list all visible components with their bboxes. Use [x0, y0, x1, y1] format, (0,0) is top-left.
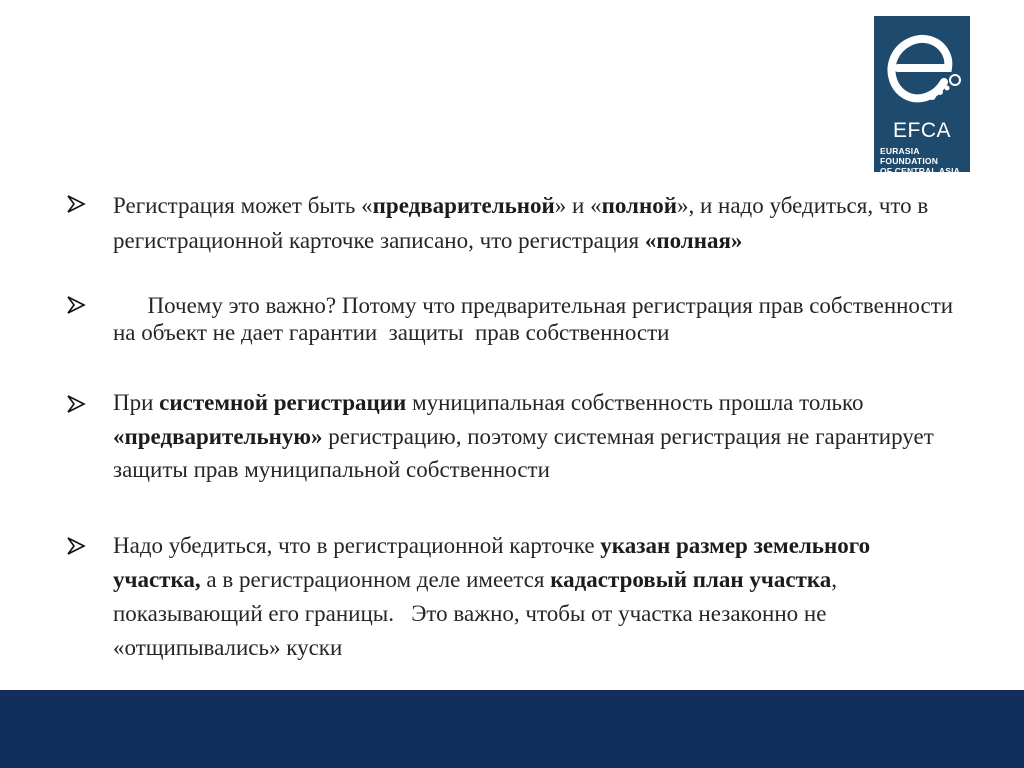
footer-band — [0, 690, 1024, 768]
bold-phrase: предварительной — [372, 193, 555, 218]
arrow-bullet-icon — [66, 296, 86, 314]
bullet-text: Почему это важно? Потому что предварительная регистрация прав собственности на объект не дает гарантии защиты прав собственности — [113, 293, 959, 345]
logo-tagline — [880, 146, 968, 176]
arrow-bullet-icon — [66, 395, 86, 413]
bullet-text: Регистрация может быть «предварительной» и «полной», и надо убедиться, что в регистрационной карточке записано, что регистрация «полная» — [113, 193, 929, 253]
logo-tagline-line2: OF CENTRAL ASIA — [880, 166, 960, 176]
bold-phrase: «полная» — [644, 228, 743, 253]
logo-tagline-line1: EURASIA FOUNDATION — [880, 146, 939, 166]
efca-logo — [874, 16, 970, 176]
bullet-text: Надо убедиться, что в регистрационной карточке указан размер земельного участка, а в регистрационном деле имеется кадастровый план участка, показывающий его границы. Это важно, чтобы от участка незаконно не «отщипывались» куски — [113, 533, 876, 660]
bold-phrase: «предварительную» — [113, 423, 323, 449]
bullet-text: При системной регистрации муниципальная собственность прошла только «предварительную» регистрацию, поэтому системная регистрация не гарантирует защиты прав муниципальной собственности — [113, 390, 934, 482]
bold-phrase: системной регистрации — [159, 390, 407, 415]
arrow-bullet-icon — [66, 195, 86, 213]
bold-phrase: кадастровый план участка — [550, 567, 832, 592]
bold-phrase: указан размер земельного участка, — [113, 533, 876, 592]
logo-brand-text: EFCA — [892, 119, 951, 142]
efca-e-mark-icon — [874, 16, 970, 120]
arrow-bullet-icon — [66, 537, 86, 555]
bold-phrase: полной — [601, 193, 677, 218]
